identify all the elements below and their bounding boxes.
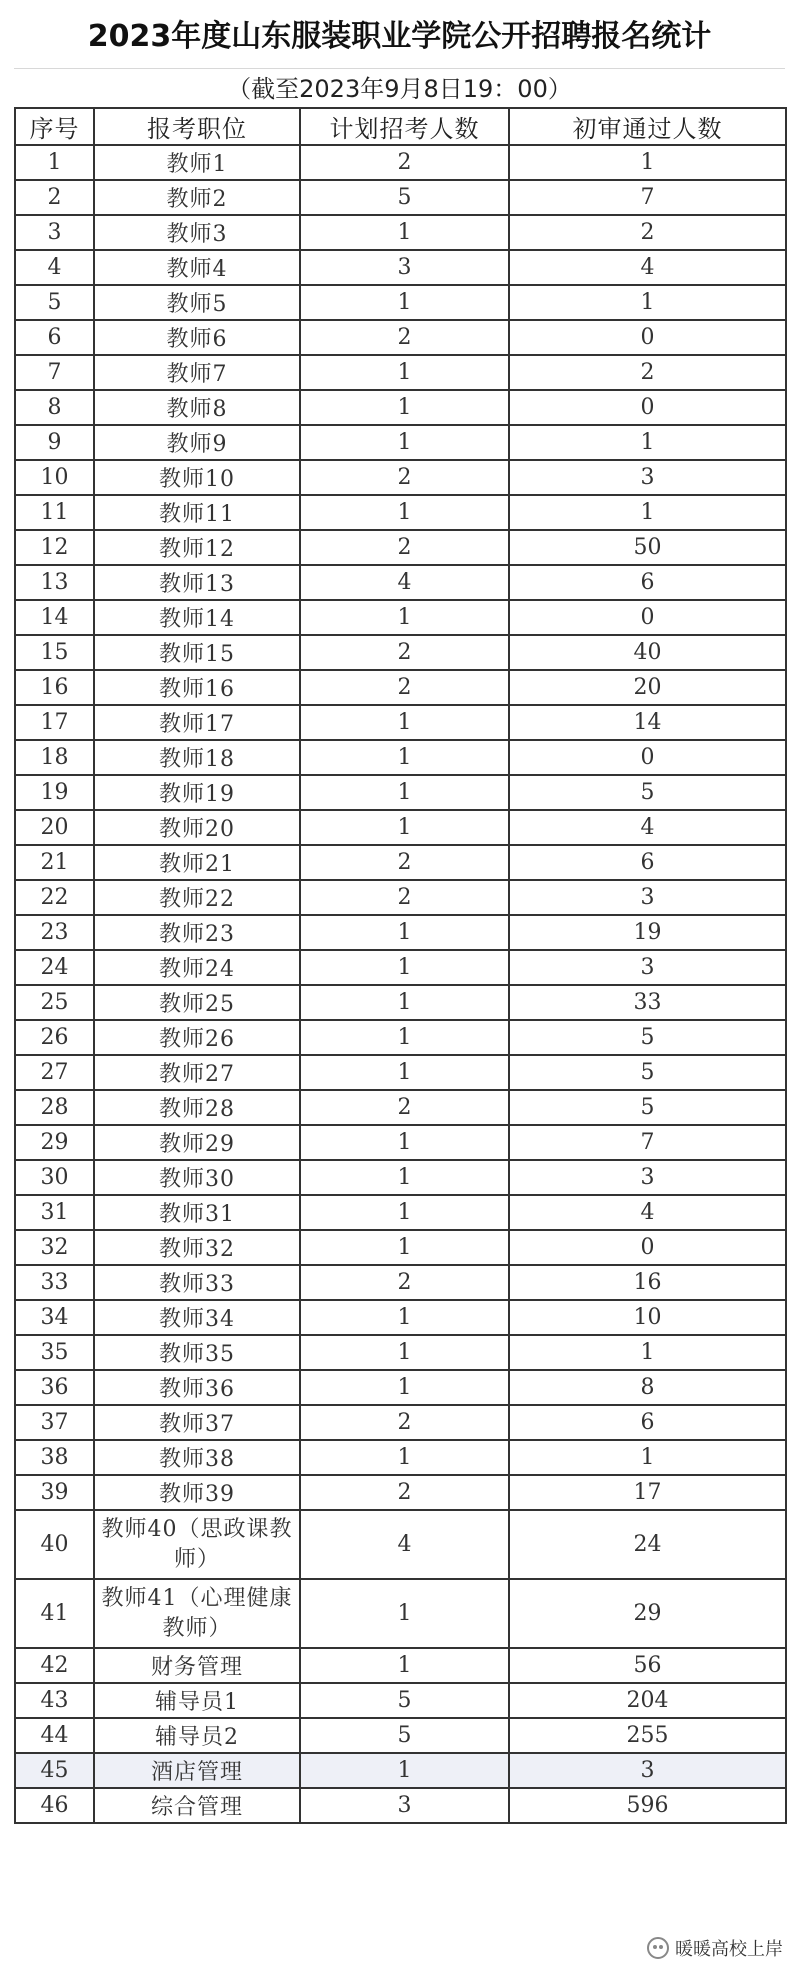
cell-index: 26 xyxy=(15,1020,94,1055)
table-row xyxy=(15,530,786,565)
cell-planned: 1 xyxy=(300,1579,509,1648)
cell-index: 9 xyxy=(15,425,94,460)
header-planned: 计划招考人数 xyxy=(300,108,509,145)
table-row xyxy=(15,880,786,915)
cell-position: 教师28 xyxy=(94,1090,300,1125)
cell-passed: 19 xyxy=(509,915,786,950)
table-row xyxy=(15,915,786,950)
cell-passed: 3 xyxy=(509,1753,786,1788)
cell-position: 教师27 xyxy=(94,1055,300,1090)
cell-planned: 5 xyxy=(300,180,509,215)
cell-planned: 1 xyxy=(300,1335,509,1370)
cell-index: 33 xyxy=(15,1265,94,1300)
cell-passed: 56 xyxy=(509,1648,786,1683)
table-row xyxy=(15,950,786,985)
cell-index: 17 xyxy=(15,705,94,740)
cell-passed: 20 xyxy=(509,670,786,705)
cell-planned: 2 xyxy=(300,1475,509,1510)
cell-index: 15 xyxy=(15,635,94,670)
cell-passed: 596 xyxy=(509,1788,786,1823)
cell-index: 18 xyxy=(15,740,94,775)
cell-planned: 5 xyxy=(300,1718,509,1753)
cell-planned: 1 xyxy=(300,1195,509,1230)
watermark-text: 暖暖高校上岸 xyxy=(675,1939,783,1960)
cell-planned: 1 xyxy=(300,985,509,1020)
table-row xyxy=(15,425,786,460)
cell-position: 教师33 xyxy=(94,1265,300,1300)
wechat-icon xyxy=(647,1937,669,1959)
cell-planned: 1 xyxy=(300,810,509,845)
cell-position: 教师19 xyxy=(94,775,300,810)
cell-index: 34 xyxy=(15,1300,94,1335)
table-row xyxy=(15,1020,786,1055)
cell-index: 35 xyxy=(15,1335,94,1370)
cell-index: 31 xyxy=(15,1195,94,1230)
table-row xyxy=(15,390,786,425)
cell-passed: 6 xyxy=(509,845,786,880)
cell-passed: 2 xyxy=(509,215,786,250)
table-row xyxy=(15,495,786,530)
cell-planned: 1 xyxy=(300,740,509,775)
cell-position: 教师41（心理健康教师） xyxy=(94,1579,300,1648)
table-row xyxy=(15,1579,786,1648)
cell-index: 25 xyxy=(15,985,94,1020)
cell-planned: 1 xyxy=(300,1300,509,1335)
cell-planned: 1 xyxy=(300,355,509,390)
cell-planned: 4 xyxy=(300,1510,509,1579)
table-row xyxy=(15,600,786,635)
cell-index: 7 xyxy=(15,355,94,390)
table-row xyxy=(15,635,786,670)
cell-index: 8 xyxy=(15,390,94,425)
cell-planned: 2 xyxy=(300,320,509,355)
cell-index: 10 xyxy=(15,460,94,495)
cell-planned: 3 xyxy=(300,1788,509,1823)
cell-position: 教师6 xyxy=(94,320,300,355)
cell-planned: 2 xyxy=(300,460,509,495)
cell-passed: 3 xyxy=(509,950,786,985)
cell-passed: 6 xyxy=(509,1405,786,1440)
cell-planned: 1 xyxy=(300,950,509,985)
cell-position: 辅导员2 xyxy=(94,1718,300,1753)
cell-position: 教师31 xyxy=(94,1195,300,1230)
cell-position: 辅导员1 xyxy=(94,1683,300,1718)
table-row xyxy=(15,1125,786,1160)
cell-passed: 7 xyxy=(509,1125,786,1160)
cell-index: 1 xyxy=(15,145,94,180)
cell-position: 教师30 xyxy=(94,1160,300,1195)
cell-position: 教师14 xyxy=(94,600,300,635)
table-row xyxy=(15,1753,786,1788)
cell-planned: 2 xyxy=(300,880,509,915)
cell-planned: 2 xyxy=(300,845,509,880)
cell-planned: 1 xyxy=(300,1648,509,1683)
table-row xyxy=(15,145,786,180)
table-row xyxy=(15,320,786,355)
cell-index: 4 xyxy=(15,250,94,285)
cell-index: 14 xyxy=(15,600,94,635)
cell-index: 2 xyxy=(15,180,94,215)
cell-planned: 1 xyxy=(300,495,509,530)
table-row xyxy=(15,1300,786,1335)
cell-position: 教师3 xyxy=(94,215,300,250)
cell-index: 39 xyxy=(15,1475,94,1510)
cell-position: 教师16 xyxy=(94,670,300,705)
cell-passed: 17 xyxy=(509,1475,786,1510)
cell-position: 教师32 xyxy=(94,1230,300,1265)
table-row xyxy=(15,1475,786,1510)
cell-position: 教师24 xyxy=(94,950,300,985)
table-row xyxy=(15,1648,786,1683)
cell-index: 46 xyxy=(15,1788,94,1823)
cell-planned: 1 xyxy=(300,1440,509,1475)
cell-passed: 33 xyxy=(509,985,786,1020)
cell-position: 教师8 xyxy=(94,390,300,425)
cell-position: 教师17 xyxy=(94,705,300,740)
cell-passed: 40 xyxy=(509,635,786,670)
cell-position: 教师37 xyxy=(94,1405,300,1440)
table-row xyxy=(15,1718,786,1753)
header-index: 序号 xyxy=(15,108,94,145)
cell-planned: 1 xyxy=(300,705,509,740)
cell-planned: 3 xyxy=(300,250,509,285)
table-row xyxy=(15,1335,786,1370)
table-row xyxy=(15,985,786,1020)
cell-position: 教师25 xyxy=(94,985,300,1020)
cell-passed: 5 xyxy=(509,1090,786,1125)
cell-index: 13 xyxy=(15,565,94,600)
cell-index: 37 xyxy=(15,1405,94,1440)
cell-passed: 10 xyxy=(509,1300,786,1335)
cell-planned: 1 xyxy=(300,1753,509,1788)
cell-passed: 5 xyxy=(509,1020,786,1055)
cell-position: 教师11 xyxy=(94,495,300,530)
cell-index: 32 xyxy=(15,1230,94,1265)
header-position: 报考职位 xyxy=(94,108,300,145)
cell-position: 教师23 xyxy=(94,915,300,950)
cell-index: 23 xyxy=(15,915,94,950)
table-row xyxy=(15,1370,786,1405)
cell-passed: 4 xyxy=(509,1195,786,1230)
watermark xyxy=(647,1935,783,1961)
cell-passed: 1 xyxy=(509,495,786,530)
cell-passed: 7 xyxy=(509,180,786,215)
cell-position: 教师22 xyxy=(94,880,300,915)
header-passed: 初审通过人数 xyxy=(509,108,786,145)
table-row xyxy=(15,180,786,215)
table-row xyxy=(15,670,786,705)
cell-index: 28 xyxy=(15,1090,94,1125)
cell-position: 教师29 xyxy=(94,1125,300,1160)
cell-position: 财务管理 xyxy=(94,1648,300,1683)
cell-index: 3 xyxy=(15,215,94,250)
cell-position: 教师10 xyxy=(94,460,300,495)
table-row xyxy=(15,1265,786,1300)
cell-index: 12 xyxy=(15,530,94,565)
cell-passed: 1 xyxy=(509,425,786,460)
cell-passed: 2 xyxy=(509,355,786,390)
cell-passed: 24 xyxy=(509,1510,786,1579)
cell-planned: 1 xyxy=(300,915,509,950)
cell-position: 教师36 xyxy=(94,1370,300,1405)
cell-planned: 1 xyxy=(300,1230,509,1265)
cell-passed: 50 xyxy=(509,530,786,565)
cell-planned: 1 xyxy=(300,1055,509,1090)
cell-passed: 0 xyxy=(509,740,786,775)
cell-passed: 1 xyxy=(509,285,786,320)
cell-passed: 1 xyxy=(509,145,786,180)
cell-position: 教师26 xyxy=(94,1020,300,1055)
cell-position: 教师4 xyxy=(94,250,300,285)
cell-passed: 0 xyxy=(509,320,786,355)
table-row xyxy=(15,775,786,810)
table-row xyxy=(15,1160,786,1195)
cell-planned: 2 xyxy=(300,635,509,670)
table-row xyxy=(15,355,786,390)
cell-index: 19 xyxy=(15,775,94,810)
cell-planned: 2 xyxy=(300,530,509,565)
cell-index: 45 xyxy=(15,1753,94,1788)
cell-planned: 2 xyxy=(300,670,509,705)
cell-position: 教师18 xyxy=(94,740,300,775)
cell-position: 教师5 xyxy=(94,285,300,320)
cell-index: 21 xyxy=(15,845,94,880)
cell-index: 24 xyxy=(15,950,94,985)
cell-passed: 1 xyxy=(509,1335,786,1370)
cell-index: 22 xyxy=(15,880,94,915)
table-row xyxy=(15,1055,786,1090)
cell-index: 43 xyxy=(15,1683,94,1718)
page-subtitle: （截至2023年9月8日19：00） xyxy=(227,75,572,103)
table-row xyxy=(15,460,786,495)
cell-position: 教师15 xyxy=(94,635,300,670)
table-row xyxy=(15,250,786,285)
cell-index: 38 xyxy=(15,1440,94,1475)
cell-passed: 0 xyxy=(509,1230,786,1265)
cell-position: 教师39 xyxy=(94,1475,300,1510)
cell-position: 教师13 xyxy=(94,565,300,600)
cell-planned: 2 xyxy=(300,1090,509,1125)
cell-position: 教师20 xyxy=(94,810,300,845)
cell-planned: 1 xyxy=(300,215,509,250)
table-row xyxy=(15,1683,786,1718)
cell-passed: 3 xyxy=(509,1160,786,1195)
cell-index: 20 xyxy=(15,810,94,845)
cell-position: 教师38 xyxy=(94,1440,300,1475)
cell-index: 6 xyxy=(15,320,94,355)
table-row xyxy=(15,845,786,880)
table-row xyxy=(15,285,786,320)
cell-passed: 8 xyxy=(509,1370,786,1405)
cell-passed: 0 xyxy=(509,390,786,425)
cell-planned: 1 xyxy=(300,1370,509,1405)
cell-planned: 2 xyxy=(300,145,509,180)
table-row xyxy=(15,705,786,740)
table-row xyxy=(15,1788,786,1823)
cell-position: 教师40（思政课教师） xyxy=(94,1510,300,1579)
cell-planned: 1 xyxy=(300,775,509,810)
cell-position: 教师35 xyxy=(94,1335,300,1370)
table-row xyxy=(15,1195,786,1230)
table-row xyxy=(15,810,786,845)
cell-passed: 0 xyxy=(509,600,786,635)
cell-position: 综合管理 xyxy=(94,1788,300,1823)
table-row xyxy=(15,1230,786,1265)
cell-passed: 14 xyxy=(509,705,786,740)
cell-planned: 1 xyxy=(300,285,509,320)
cell-index: 40 xyxy=(15,1510,94,1579)
cell-passed: 3 xyxy=(509,460,786,495)
cell-passed: 4 xyxy=(509,810,786,845)
cell-index: 29 xyxy=(15,1125,94,1160)
cell-passed: 1 xyxy=(509,1440,786,1475)
table-row xyxy=(15,1090,786,1125)
table-row xyxy=(15,740,786,775)
cell-position: 教师21 xyxy=(94,845,300,880)
cell-passed: 29 xyxy=(509,1579,786,1648)
cell-position: 教师9 xyxy=(94,425,300,460)
cell-index: 42 xyxy=(15,1648,94,1683)
cell-planned: 1 xyxy=(300,1125,509,1160)
cell-index: 5 xyxy=(15,285,94,320)
cell-index: 11 xyxy=(15,495,94,530)
cell-index: 16 xyxy=(15,670,94,705)
cell-position: 酒店管理 xyxy=(94,1753,300,1788)
cell-position: 教师7 xyxy=(94,355,300,390)
table-row xyxy=(15,1440,786,1475)
cell-planned: 1 xyxy=(300,1160,509,1195)
table-row xyxy=(15,1510,786,1579)
table-row xyxy=(15,1405,786,1440)
table-row xyxy=(15,215,786,250)
cell-passed: 4 xyxy=(509,250,786,285)
cell-passed: 255 xyxy=(509,1718,786,1753)
cell-planned: 1 xyxy=(300,425,509,460)
cell-passed: 6 xyxy=(509,565,786,600)
cell-passed: 204 xyxy=(509,1683,786,1718)
cell-planned: 1 xyxy=(300,600,509,635)
cell-planned: 1 xyxy=(300,390,509,425)
cell-planned: 1 xyxy=(300,1020,509,1055)
cell-index: 41 xyxy=(15,1579,94,1648)
cell-planned: 4 xyxy=(300,565,509,600)
cell-index: 27 xyxy=(15,1055,94,1090)
cell-position: 教师1 xyxy=(94,145,300,180)
cell-passed: 16 xyxy=(509,1265,786,1300)
cell-planned: 5 xyxy=(300,1683,509,1718)
cell-passed: 5 xyxy=(509,1055,786,1090)
cell-planned: 2 xyxy=(300,1405,509,1440)
header-row xyxy=(15,108,786,145)
cell-position: 教师12 xyxy=(94,530,300,565)
page-title: 2023年度山东服装职业学院公开招聘报名统计 xyxy=(14,0,785,69)
cell-index: 44 xyxy=(15,1718,94,1753)
cell-planned: 2 xyxy=(300,1265,509,1300)
cell-position: 教师2 xyxy=(94,180,300,215)
registration-table xyxy=(14,107,787,1824)
table-row xyxy=(15,565,786,600)
spreadsheet xyxy=(14,0,785,1824)
cell-index: 36 xyxy=(15,1370,94,1405)
cell-passed: 5 xyxy=(509,775,786,810)
cell-index: 30 xyxy=(15,1160,94,1195)
cell-position: 教师34 xyxy=(94,1300,300,1335)
cell-passed: 3 xyxy=(509,880,786,915)
